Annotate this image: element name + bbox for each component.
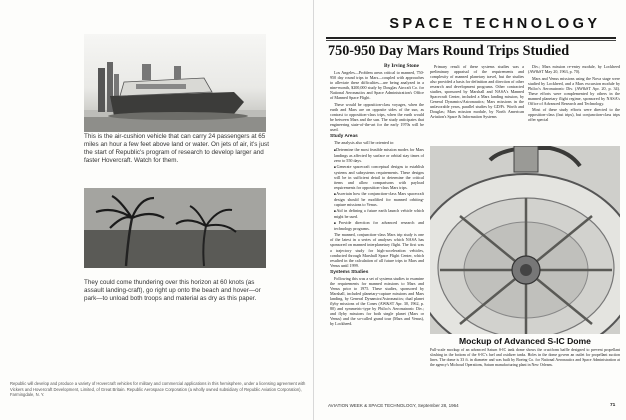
subhead-study-areas: Study Areas bbox=[330, 134, 358, 140]
list-item: ■ Provide direction for advanced research and technology programs. bbox=[334, 220, 424, 231]
article-headline: 750-950 Day Mars Round Trips Studied bbox=[328, 43, 570, 59]
paragraph: Following this was a set of systems studies to examine the requirements for manned missions to Mars and Venus prior to 1975. These studies, sponsored by Marshall, included planetary-capture missions and Mars landing, by General Dynamics/Astronautics; dual planet flyby missions of the Cones (AW&ST Apr. 30, 1962, p. 80) and symmetric-type by Philco's Aeronutronic Div.; and flyby missions for both single planet (Mars or Venus) and the so-called grand tour (Mars and Venus), by Lockheed. bbox=[330, 275, 424, 327]
ad-credit-line: Republic will develop and produce a variety of Hovercraft vehicles for military and commercial applications in this hemisphere, under a licensing agreement with Vickers and Hovercraft Development, Limited, of Great Britain. Republic Aerospace Corporation (a wholly owned subsidiary of Republic Aviation Corporation), Farmingdale, N. Y. bbox=[10, 381, 306, 398]
photo-title: Mockup of Advanced S-IC Dome bbox=[459, 336, 591, 346]
paragraph: Los Angeles—Problem areas critical to manned, 750-950 day round trips to Mars—coupled with approaches to alleviate these difficulties—are being analyzed in a nine-month, $200,000 study by Douglas Aircraft Co. for National Aeronautics and Space Administration's Office of Manned Space Flight. bbox=[330, 70, 424, 101]
paragraph: Primary result of these systems studies was a preliminary appraisal of the requirements and complexity of manned planetary travel, but the studies also provided a basis for definition and direction of other research and development programs. Other contracted studies, sponsored by Marshall and NASA's Manned Spacecraft Center, included a Mars landing mission, by General Dynamics/Astronautics; Mars missions in the unfavorable years, parallel studies by GD/Ft. Worth and Douglas; Mars mission module, by North American Aviation's Space & Information Systems bbox=[430, 64, 524, 120]
list-item: ■ Ascertain how the conjunction-class Mars spacecraft design should be modified for manned orbiting-capture missions to Venus. bbox=[334, 191, 424, 207]
photo-caption: Full-scale mockup of an advanced Saturn S-IC tank dome shows the cruciform baffle designed to prevent propellant sloshing in the bottom of the S-IC's fuel and oxidizer tanks. Holes in the dome govern an outlet for propellant suction lines. The dome is 33 ft. in diameter and was built by Boeing Co. for National Aeronautics and Space Administration at the agency's Michoud Operations, Saturn manufacturing plant in New Orleans. bbox=[430, 348, 620, 368]
s-ic-dome-photo bbox=[430, 146, 620, 334]
study-list bbox=[330, 147, 424, 232]
article-column-2 bbox=[430, 64, 524, 142]
header-rule-thin bbox=[326, 40, 616, 41]
paragraph: The analysis also will be oriented to: bbox=[334, 140, 395, 146]
article-column-3 bbox=[528, 64, 620, 142]
right-page bbox=[313, 0, 626, 420]
paragraph: These would be opposition-class voyages, when the earth and Mars are on opposite sides of the sun, as contrast to opposition-class trips, when the earth would be between Mars and the sun. The study anticipates that engineering state-of-the-art for the early 1970s will be used. bbox=[330, 101, 424, 133]
list-item: ■ Determine the most feasible mission modes for Mars landings as affected by surface or orbital stay times of zero to 550 days. bbox=[334, 147, 424, 163]
header-rule bbox=[326, 37, 616, 39]
section-header: SPACE TECHNOLOGY bbox=[389, 16, 601, 32]
page-number: 71 bbox=[610, 403, 616, 408]
beach-caption: They could come thundering over this horizon at 60 knots (as assault landing-craft), go right up onto the beach and hover—or park—to unload both troops and material as dry as this paper. bbox=[84, 279, 261, 303]
list-item: ■ Generate spacecraft conceptual designs to establish systems and subsystems requirements. These designs will be in sufficient detail to determine the critical items and allow comparisons with payload requirements for opposition-class Mars trips. bbox=[334, 164, 424, 190]
paragraph: Div.; Mars mission re-entry module, by Lockheed (AW&ST May 20, 1963, p. 70). bbox=[528, 64, 620, 75]
article-column-1 bbox=[330, 70, 424, 396]
byline: By Irving Stone bbox=[384, 63, 419, 69]
list-item: ■ Aid in defining a future earth launch vehicle which might be used. bbox=[334, 208, 424, 219]
subhead-systems-studies: Systems Studies bbox=[330, 269, 369, 275]
hovercraft-photo bbox=[84, 34, 266, 132]
dome-illustration bbox=[430, 146, 620, 334]
paragraph: Most of these study efforts were directed to the opposition-class (fast trips), but conjunction-class trips offer special bbox=[528, 107, 620, 123]
beach-palms-photo bbox=[84, 188, 266, 268]
paragraph: The manned, conjunction-class Mars trip study is one of the latest in a series of analyses which NASA has sponsored on manned interplanetary flight. The first was a trajectory study for high-acceleration vehicles, conducted through Marshall Space Flight Center, which resulted in the calculation of all future trips to Mars and Venus until 1999. bbox=[330, 232, 424, 268]
hovercraft-illustration bbox=[84, 34, 266, 132]
palm-trees-illustration bbox=[84, 188, 266, 268]
hovercraft-caption: This is the air-cushion vehicle that can carry 24 passengers at 65 miles an hour a few feet above land or water. On jets of air, it's just the start of Republic's program of research to develop larger and faster Hovercraft. Watch for them. bbox=[84, 133, 269, 165]
paragraph: Mars and Venus missions using the Nova stage were studied by Lockheed, and a Mars excursion module by Philco's Aeronutronic Div. (AW&ST Apr. 20, p. 34). These efforts were complemented by others in the manned planetary flight regime, sponsored by NASA's Office of Advanced Research and Technology. bbox=[528, 75, 620, 106]
running-footer: AVIATION WEEK & SPACE TECHNOLOGY, September 28, 1964 bbox=[328, 403, 459, 408]
